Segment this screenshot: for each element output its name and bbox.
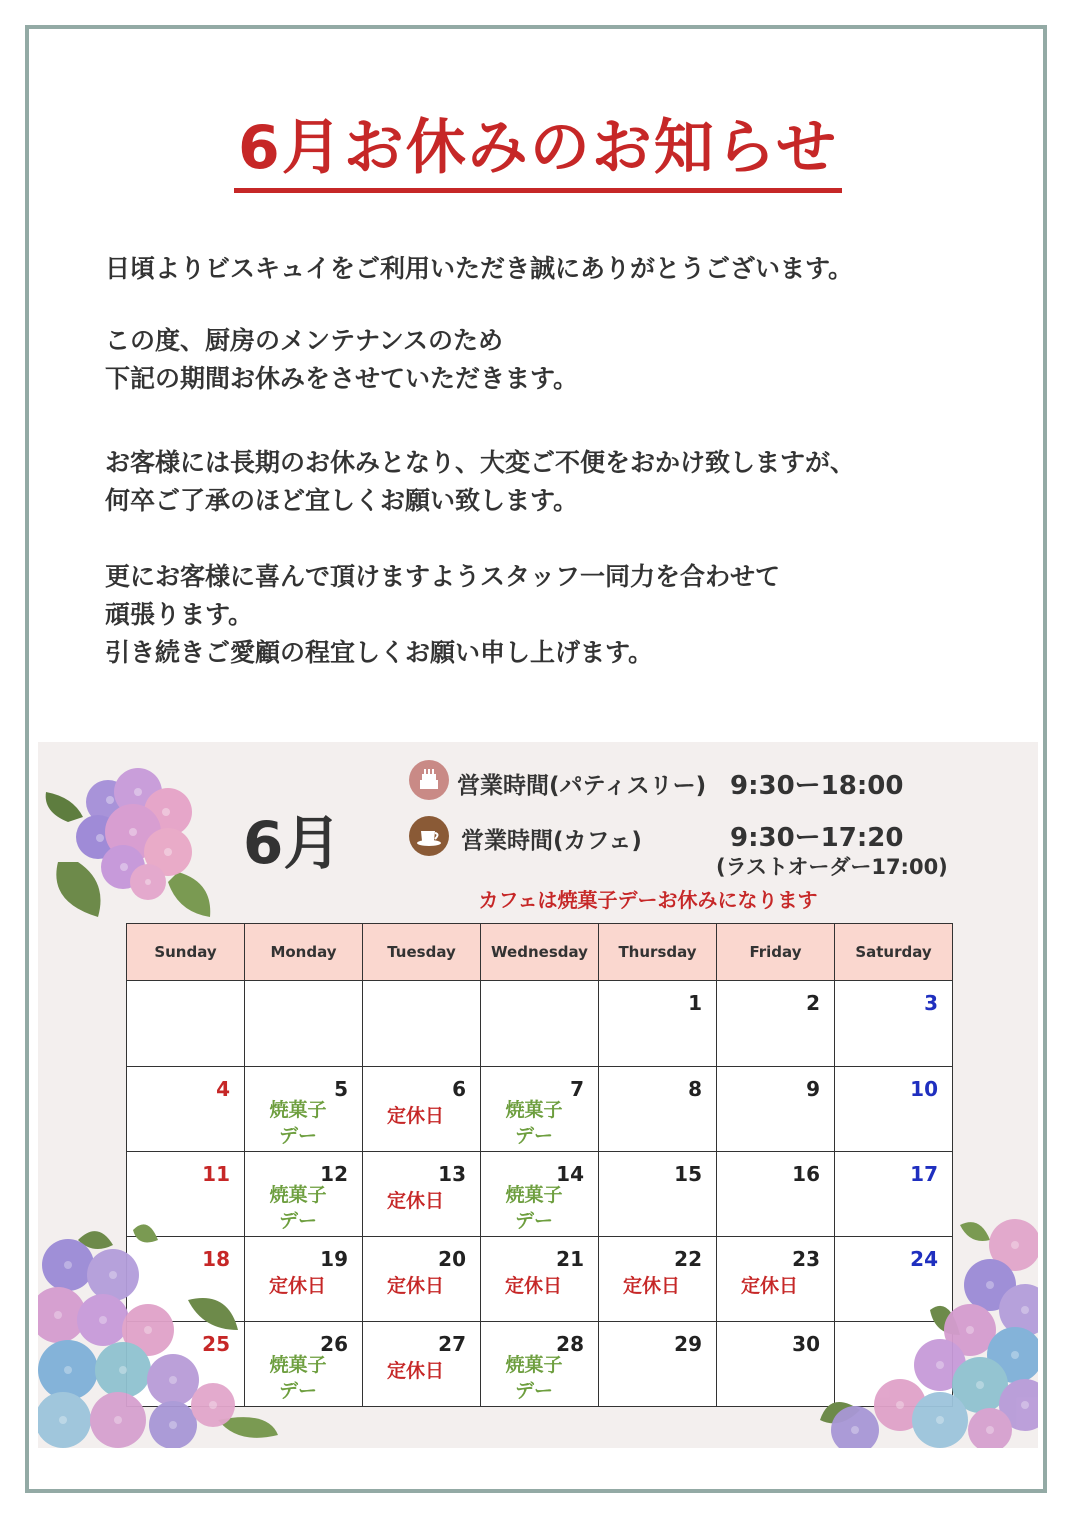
day-number: 9	[806, 1077, 820, 1101]
page-title: 6月お休みのお知らせ	[234, 110, 842, 193]
day-number: 29	[674, 1332, 702, 1356]
bake-day-label-line-2: デー	[278, 1210, 317, 1232]
bake-day-label-line-1: 焼菓子	[505, 1099, 563, 1121]
bake-day-label-line-1: 焼菓子	[269, 1099, 327, 1121]
day-number: 15	[674, 1162, 702, 1186]
calendar-day-cell	[481, 1152, 599, 1237]
calendar-day-cell	[599, 981, 717, 1067]
weekday-header-row	[127, 924, 953, 981]
day-number: 17	[910, 1162, 938, 1186]
day-number: 14	[556, 1162, 584, 1186]
day-number: 11	[202, 1162, 230, 1186]
day-number: 26	[320, 1332, 348, 1356]
day-number: 12	[320, 1162, 348, 1186]
apology-line-1: お客様には長期のお休みとなり、大変ご不便をおかけ致しますが、	[105, 448, 856, 477]
page-title-wrap	[0, 110, 1076, 193]
bake-day-label	[267, 1097, 329, 1149]
bake-day-label-line-1: 焼菓子	[269, 1184, 327, 1206]
day-number: 21	[556, 1247, 584, 1271]
closed-day-label: 定休日	[741, 1275, 799, 1297]
day-number: 20	[438, 1247, 466, 1271]
day-number: 10	[910, 1077, 938, 1101]
bake-day-label-line-2: デー	[514, 1210, 553, 1232]
calendar-day-cell	[599, 1237, 717, 1322]
closing-paragraph	[105, 558, 780, 672]
calendar-day-cell	[363, 1237, 481, 1322]
day-number: 1	[688, 991, 702, 1015]
day-number: 22	[674, 1247, 702, 1271]
bake-day-label-line-2: デー	[278, 1125, 317, 1147]
bake-day-label-line-1: 焼菓子	[505, 1184, 563, 1206]
hours-time-patisserie: 9:30ー18:00	[730, 771, 904, 801]
calendar-day-cell	[245, 981, 363, 1067]
day-number: 7	[570, 1077, 584, 1101]
cafe-closed-note: カフェは焼菓子デーお休みになります	[478, 888, 818, 912]
closing-line-1: 更にお客様に喜んで頂けますようスタッフ一同力を合わせて	[105, 562, 781, 591]
maintenance-line-1: この度、厨房のメンテナンスのため	[105, 326, 504, 355]
closed-day-label: 定休日	[505, 1275, 563, 1297]
hours-label-patisserie: 営業時間(パティスリー)	[457, 773, 707, 799]
coffee-icon	[409, 816, 449, 856]
closed-day-label: 定休日	[387, 1190, 445, 1212]
calendar-day-cell	[599, 1067, 717, 1152]
calendar-day-cell	[127, 981, 245, 1067]
calendar-day-cell	[363, 981, 481, 1067]
day-number: 4	[216, 1077, 230, 1101]
closing-line-3: 引き続きご愛顧の程宜しくお願い申し上げます。	[105, 638, 654, 667]
weekday-header: Sunday	[127, 924, 245, 981]
calendar-day-cell	[717, 1067, 835, 1152]
weekday-header: Wednesday	[481, 924, 599, 981]
weekday-header: Thursday	[599, 924, 717, 981]
calendar-day-cell	[835, 981, 953, 1067]
calendar-week-row	[127, 981, 953, 1067]
calendar-day-cell	[245, 1067, 363, 1152]
calendar-day-cell	[481, 1237, 599, 1322]
weekday-header: Tuesday	[363, 924, 481, 981]
apology-line-2: 何卒ご了承のほど宜しくお願い致します。	[105, 486, 579, 515]
day-number: 24	[910, 1247, 938, 1271]
day-number: 25	[202, 1332, 230, 1356]
hours-time-cafe: 9:30ー17:20	[730, 823, 904, 853]
last-order: (ラストオーダー17:00)	[716, 855, 948, 879]
closed-day-label: 定休日	[387, 1275, 445, 1297]
calendar-day-cell	[363, 1067, 481, 1152]
day-number: 8	[688, 1077, 702, 1101]
calendar-week-row	[127, 1067, 953, 1152]
apology-paragraph	[105, 444, 855, 520]
calendar-day-cell	[717, 981, 835, 1067]
closed-day-label: 定休日	[387, 1360, 445, 1382]
bake-day-label-line-2: デー	[514, 1380, 553, 1402]
bake-day-label	[503, 1097, 565, 1149]
day-number: 27	[438, 1332, 466, 1356]
calendar-day-cell	[127, 1067, 245, 1152]
maintenance-line-2: 下記の期間お休みをさせていただきます。	[105, 364, 579, 393]
bake-day-label	[503, 1182, 565, 1234]
greeting-paragraph	[105, 250, 853, 288]
day-number: 2	[806, 991, 820, 1015]
weekday-header: Saturday	[835, 924, 953, 981]
weekday-header: Monday	[245, 924, 363, 981]
day-number: 13	[438, 1162, 466, 1186]
greeting-line: 日頃よりビスキュイをご利用いただき誠にありがとうございます。	[105, 254, 854, 283]
calendar-day-cell	[599, 1322, 717, 1407]
calendar-day-cell	[835, 1067, 953, 1152]
calendar-day-cell	[599, 1152, 717, 1237]
bake-day-label-line-2: デー	[514, 1125, 553, 1147]
hours-label-cafe: 営業時間(カフェ)	[461, 828, 642, 854]
maintenance-paragraph	[105, 322, 578, 398]
hydrangea-image-bottom-left	[38, 1220, 278, 1448]
closed-day-label: 定休日	[269, 1275, 327, 1297]
cake-icon	[409, 760, 449, 800]
calendar-day-cell	[481, 1322, 599, 1407]
day-number: 23	[792, 1247, 820, 1271]
day-number: 6	[452, 1077, 466, 1101]
day-number: 16	[792, 1162, 820, 1186]
calendar-day-cell	[481, 981, 599, 1067]
bake-day-label-line-2: デー	[278, 1380, 317, 1402]
calendar-day-cell	[481, 1067, 599, 1152]
day-number: 18	[202, 1247, 230, 1271]
day-number: 3	[924, 991, 938, 1015]
calendar-day-cell	[363, 1322, 481, 1407]
day-number: 19	[320, 1247, 348, 1271]
closing-line-2: 頑張ります。	[105, 600, 254, 629]
weekday-header: Friday	[717, 924, 835, 981]
hydrangea-image-bottom-right	[810, 1215, 1038, 1448]
bake-day-label-line-1: 焼菓子	[505, 1354, 563, 1376]
bake-day-label-line-1: 焼菓子	[269, 1354, 327, 1376]
calendar-day-cell	[363, 1152, 481, 1237]
calendar-month: 6月	[243, 809, 342, 877]
day-number: 28	[556, 1332, 584, 1356]
day-number: 5	[334, 1077, 348, 1101]
closed-day-label: 定休日	[387, 1105, 445, 1127]
day-number: 30	[792, 1332, 820, 1356]
bake-day-label	[503, 1352, 565, 1404]
closed-day-label: 定休日	[623, 1275, 681, 1297]
